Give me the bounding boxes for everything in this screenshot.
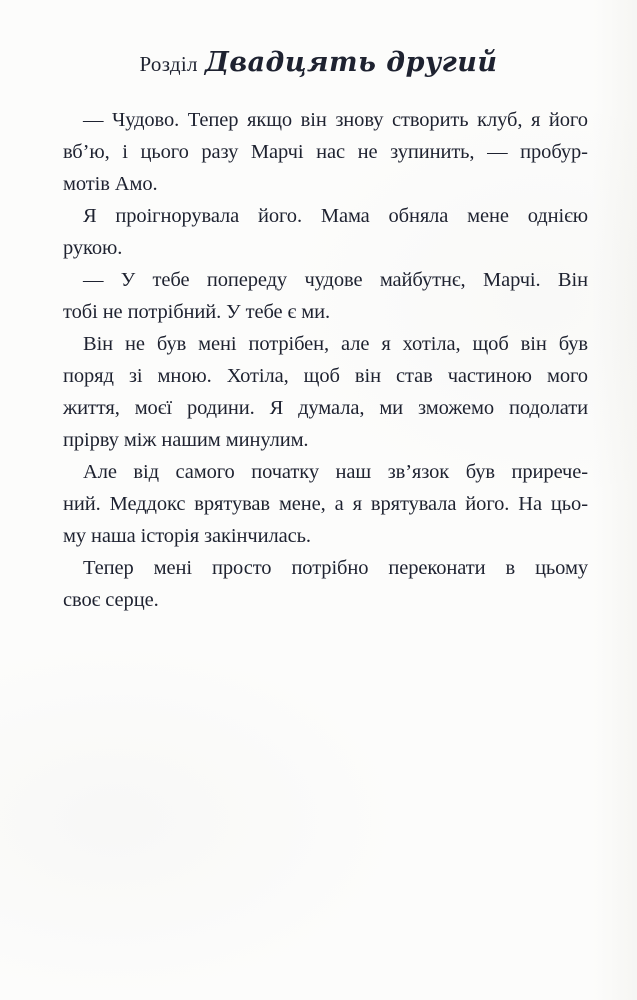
text-line: Але від самого початку наш зв’язок був прирече- <box>83 461 588 483</box>
paragraph <box>63 328 588 456</box>
paragraph <box>63 552 588 616</box>
paragraph <box>63 456 588 552</box>
text-line: тобі не потрібний. У тебе є ми. <box>63 301 331 323</box>
text-line: Тепер мені просто потрібно переконати в цьому <box>83 557 588 579</box>
paragraph <box>63 200 588 264</box>
text-line: прірву між нашим минулим. <box>63 429 309 451</box>
body-text <box>63 104 588 616</box>
chapter-header <box>0 47 637 78</box>
text-line: поряд зі мною. Хотіла, щоб він став частиною мого <box>63 365 588 387</box>
text-line: мотів Амо. <box>63 173 158 195</box>
paragraph <box>63 104 588 200</box>
text-line: рукою. <box>63 237 123 259</box>
text-line: — У тебе попереду чудове майбутнє, Марчі. Він <box>83 269 588 291</box>
text-line: Він не був мені потрібен, але я хотіла, щоб він був <box>83 333 588 355</box>
paragraph <box>63 264 588 328</box>
text-line: — Чудово. Тепер якщо він знову створить клуб, я його <box>83 109 588 131</box>
text-line: му наша історія закінчилась. <box>63 525 311 547</box>
text-line: своє серце. <box>63 589 159 611</box>
text-line: вб’ю, і цього разу Марчі нас не зупинить, — пробур- <box>63 141 588 163</box>
chapter-label: Розділ <box>139 52 198 76</box>
text-line: Я проігнорувала його. Мама обняла мене однією <box>83 205 588 227</box>
text-line: ний. Меддокс врятував мене, а я врятувала його. На цьо- <box>63 493 588 515</box>
chapter-title: Двадцять другий <box>204 47 498 78</box>
text-line: життя, моєї родини. Я думала, ми зможемо подолати <box>63 397 588 419</box>
